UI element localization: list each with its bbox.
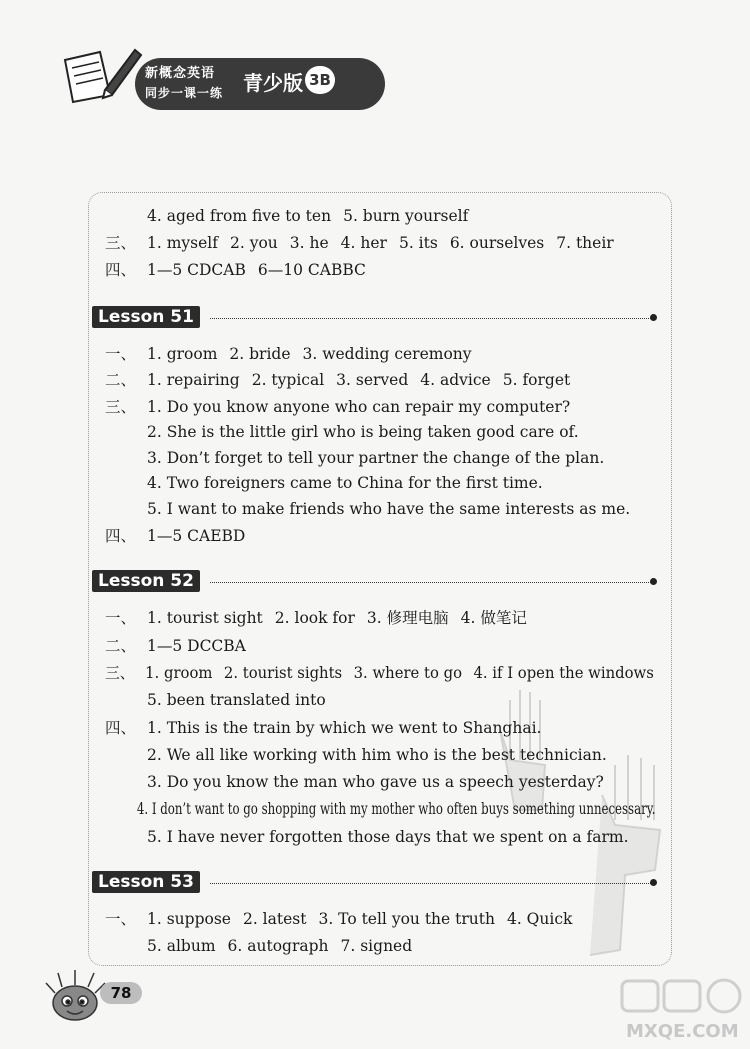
answer-item: 2. We all like working with him who is the best technician. [147, 746, 607, 764]
answer-item: 2. you [230, 234, 278, 252]
question-section-number: 三、 [105, 664, 135, 682]
answer-item: 1—5 CAEBD [147, 527, 246, 545]
answer-item: 2. bride [229, 345, 291, 363]
answer-item: 1. myself [147, 234, 218, 252]
series-title: 新概念英语 [145, 66, 216, 81]
pen-and-paper-icon [55, 40, 145, 115]
question-section-number: 三、 [105, 234, 137, 252]
question-section-number: 四、 [105, 261, 137, 279]
answer-item: 4. aged from five to ten [147, 207, 332, 225]
dotted-rule [210, 883, 651, 884]
answer-line [105, 909, 584, 929]
answer-item: 2. latest [242, 910, 307, 928]
lesson-header [92, 871, 657, 893]
answer-item: 1. groom [147, 345, 218, 363]
answer-item: 6. autograph [227, 937, 329, 955]
answer-line [105, 448, 616, 468]
answer-item: 5. burn yourself [343, 207, 469, 225]
svg-text:MXQE.COM: MXQE.COM [626, 1021, 739, 1042]
answer-item: 4. her [340, 234, 387, 252]
answer-line [105, 663, 665, 683]
question-section-number: 三、 [105, 398, 137, 416]
bullet-dot-icon [650, 578, 657, 585]
lesson-title: Lesson 52 [92, 570, 200, 592]
question-section-number: 四、 [105, 719, 137, 737]
answer-item: 4. if I open the windows [473, 664, 654, 682]
answer-item: 3. wedding ceremony [302, 345, 472, 363]
question-section-number: 一、 [105, 910, 137, 928]
answer-item: 5. I have never forgotten those days that we spent on a farm. [147, 828, 629, 846]
answer-item: 2. look for [274, 609, 355, 627]
answer-item: 3. where to go [353, 664, 462, 682]
dotted-rule [210, 318, 651, 319]
answer-item: 4. Two foreigners came to China for the first time. [147, 474, 543, 492]
lesson-title: Lesson 51 [92, 306, 200, 328]
question-section-number: 二、 [105, 371, 137, 389]
lesson-header [92, 570, 657, 592]
answer-item: 1. suppose [147, 910, 231, 928]
answer-item: 7. their [556, 234, 614, 252]
answer-line [105, 260, 378, 280]
answer-line [105, 745, 619, 765]
answer-item: 4. Quick [506, 910, 573, 928]
answer-item: 5. its [398, 234, 438, 252]
answer-line [105, 397, 582, 417]
page-number: 78 [100, 982, 142, 1004]
question-section-number: 一、 [105, 345, 137, 363]
answer-line [105, 499, 642, 519]
volume-badge: 3B [305, 66, 335, 94]
answer-item: 4. 做笔记 [460, 609, 527, 627]
answer-item: 5. album [147, 937, 216, 955]
answer-line [105, 718, 553, 738]
answer-line [105, 370, 582, 390]
question-section-number: 二、 [105, 637, 137, 655]
answer-line [105, 473, 555, 493]
dotted-rule [210, 582, 651, 583]
lesson-header [92, 306, 657, 328]
answer-item: 1. repairing [147, 371, 240, 389]
answer-item: 5. forget [502, 371, 571, 389]
answer-item: 2. tourist sights [223, 664, 343, 682]
answer-item: 3. To tell you the truth [318, 910, 495, 928]
answer-item: 7. signed [340, 937, 413, 955]
answer-item: 3. Do you know the man who gave us a speech yesterday? [147, 773, 604, 791]
answer-line [105, 608, 539, 628]
answer-line [105, 772, 616, 792]
answer-line [105, 422, 591, 442]
answer-line [105, 344, 484, 364]
question-section-number: 一、 [105, 609, 137, 627]
edition-label: 青少版 [243, 71, 303, 95]
answer-line [105, 206, 480, 226]
answer-line [105, 233, 626, 253]
answer-line [105, 526, 257, 546]
answer-line [105, 936, 424, 956]
book-header [55, 40, 355, 115]
answer-item: 4. advice [420, 371, 491, 389]
answer-item: 4. I don’t want to go shopping with my mother who often buys something unnecessary. [136, 800, 656, 818]
answer-line [105, 827, 641, 847]
answer-item: 6. ourselves [449, 234, 545, 252]
watermark-logo [618, 975, 748, 1045]
answer-item: 3. he [289, 234, 329, 252]
answer-line [105, 636, 258, 656]
bullet-dot-icon [650, 314, 657, 321]
answer-item: 2. typical [251, 371, 325, 389]
answer-item: 5. been translated into [147, 691, 326, 709]
lesson-title: Lesson 53 [92, 871, 200, 893]
answer-item: 5. I want to make friends who have the same interests as me. [147, 500, 631, 518]
answer-item: 1—5 CDCAB [147, 261, 246, 279]
answer-item: 1. Do you know anyone who can repair my computer? [147, 398, 571, 416]
answer-item: 2. She is the little girl who is being taken good care of. [147, 423, 579, 441]
question-section-number: 四、 [105, 527, 137, 545]
answer-line [105, 799, 665, 819]
bullet-dot-icon [650, 879, 657, 886]
answer-item: 1. This is the train by which we went to Shanghai. [147, 719, 542, 737]
series-subtitle: 同步一课一练 [145, 86, 224, 100]
answer-line [105, 690, 338, 710]
answer-item: 3. served [336, 371, 409, 389]
answer-item: 3. Don’t forget to tell your partner the change of the plan. [147, 449, 605, 467]
answer-item: 1—5 DCCBA [147, 637, 246, 655]
answer-item: 3. 修理电脑 [366, 609, 449, 627]
answer-item: 1. tourist sight [147, 609, 263, 627]
answer-item: 1. groom [145, 664, 213, 682]
answer-item: 6—10 CABBC [257, 261, 366, 279]
